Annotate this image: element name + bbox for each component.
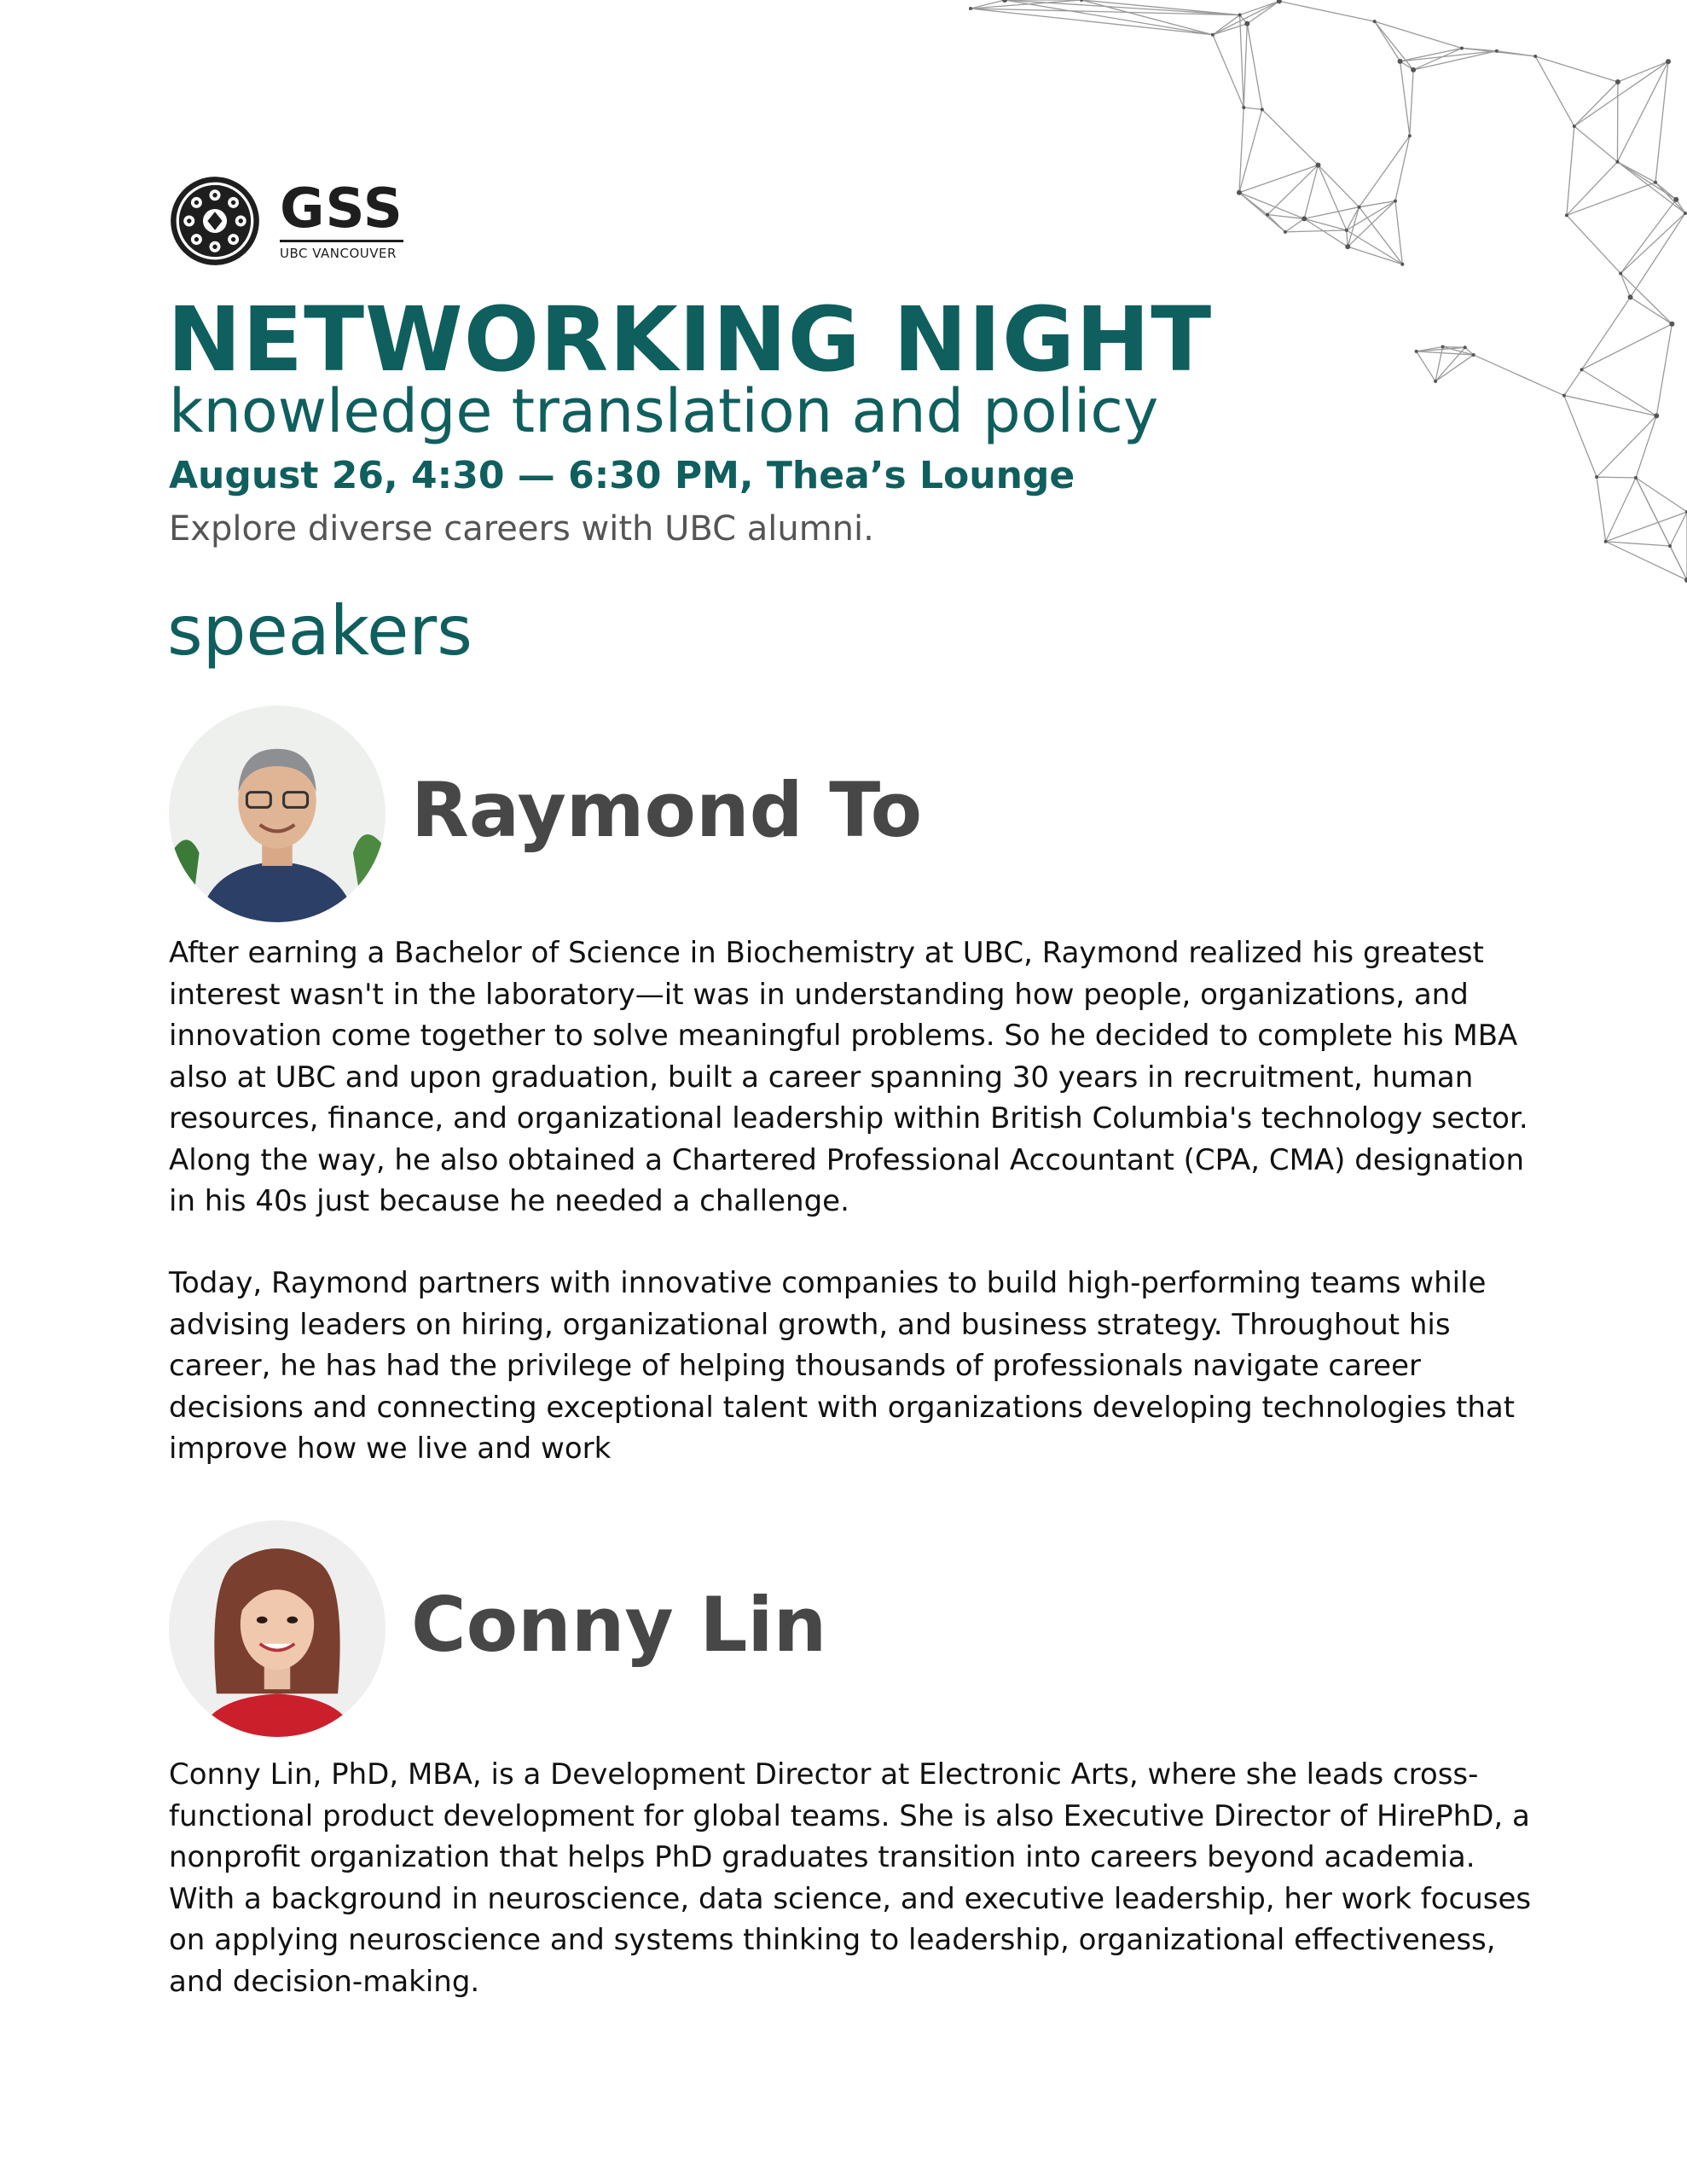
logo-subtitle: UBC VANCOUVER xyxy=(280,240,403,261)
speaker-bio-paragraph: Today, Raymond partners with innovative companies to build high-performing teams while advising leaders on hiring, organizational growth, and business strategy. Throughout his career, he has had the privilege of helping thousands of professionals navigate career decisions and connecting exceptional talent with organizations developing technologies that improve how we live and work xyxy=(169,1266,1516,1466)
speaker-photo xyxy=(169,1520,386,1737)
speaker-name: Conny Lin xyxy=(411,1581,827,1669)
speaker-photo-icon xyxy=(169,706,386,922)
speaker-photo-icon xyxy=(169,1520,386,1737)
event-title: NETWORKING NIGHT xyxy=(167,288,1213,392)
speaker-bio-paragraph: After earning a Bachelor of Science in Biochemistry at UBC, Raymond realized his greatest interest wasn't in the laboratory—it was in understanding how people, organizations, and innovation come together to solve meaningful problems. So he decided to complete his MBA also at UBC and upon graduation, built a career spanning 30 years in recruitment, human resources, finance, and organizational leadership within British Columbia's technology sector. Along the way, he also obtained a Chartered Professional Accountant (CPA, CMA) designation in his 40s just because he needed a challenge. xyxy=(169,936,1528,1218)
speaker-photo xyxy=(169,706,386,922)
event-subtitle: knowledge translation and policy xyxy=(169,376,1159,446)
speaker-bio-paragraph: Conny Lin, PhD, MBA, is a Development Director at Electronic Arts, where she leads cross-functional product development for global teams. She is also Executive Director of HirePhD, a nonprofit organization that helps PhD graduates transition into careers beyond academia. With a background in neuroscience, data science, and executive leadership, her work focuses on applying neuroscience and systems thinking to leadership, organizational effectiveness, and decision-making. xyxy=(169,1757,1532,1999)
event-tagline: Explore diverse careers with UBC alumni. xyxy=(169,509,874,549)
speakers-heading: speakers xyxy=(167,591,472,671)
gss-emblem-icon xyxy=(169,175,261,267)
event-details: August 26, 4:30 — 6:30 PM, Thea’s Lounge xyxy=(169,454,1075,497)
speaker-name: Raymond To xyxy=(411,766,923,854)
gss-logo xyxy=(169,175,403,267)
logo-name: GSS xyxy=(280,177,403,241)
